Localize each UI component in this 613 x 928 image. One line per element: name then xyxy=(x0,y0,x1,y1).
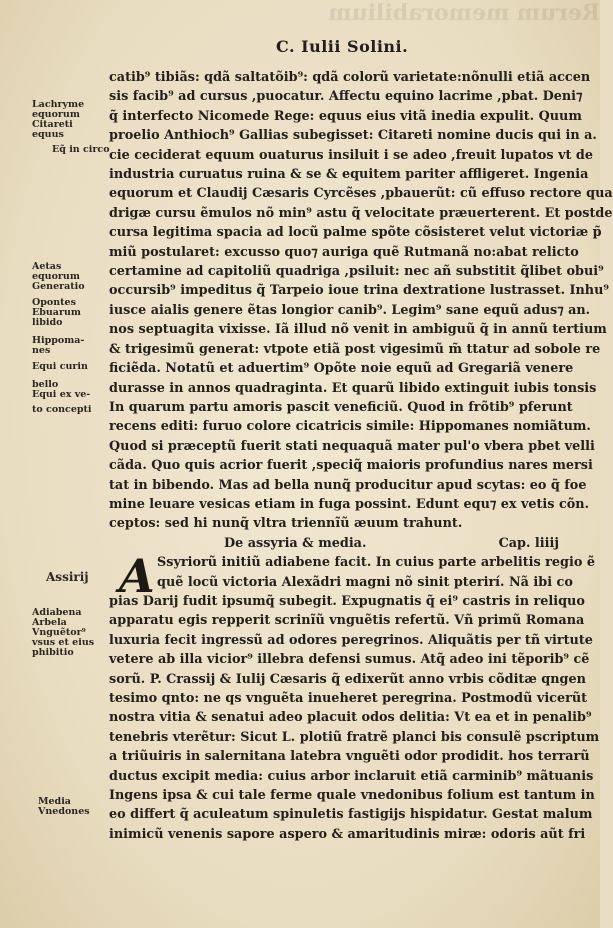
text-line: eo differt q̃ aculeatum spinuletis fastigijs hispidatur. Gestat malum xyxy=(109,807,593,823)
margin-note: bello Equi ex ve- xyxy=(32,379,91,400)
text-line: cãda. Quo quis acrior fuerit ,speciq̃ maioris profundius nares mersi xyxy=(109,458,593,474)
text-line: A Ssyriorũ initiũ adiabene facit. In cuius parte arbelitis regio ẽ xyxy=(119,549,595,604)
chapter-heading xyxy=(109,534,595,553)
text-line: catib⁹ tibiãs: qdã saltatõib⁹: qdã colorũ varietate:nõnulli etiã accen xyxy=(109,70,591,85)
chapter-title: De assyria & media. xyxy=(224,535,367,551)
margin-note: Eq̃ in circo xyxy=(52,144,110,155)
margin-note: Hippoma- nes xyxy=(32,335,85,356)
text-line: sorũ. P. Crassij & Iulij Cæsaris q̃ edixerũt anno vrbis cõditæ qngen xyxy=(109,671,586,687)
text-line: tesimo qnto: ne qs vnguẽta inueheret peregrina. Postmodũ vicerũt xyxy=(109,691,588,706)
text-line: industria curuatus ruina & se & equitem pariter affligeret. Ingenia xyxy=(109,167,589,183)
text-line: nostra vitia & senatui adeo placuit odos delitia: Vt ea et in penalib⁹ xyxy=(109,710,592,726)
text-line: cie ceciderat equum ouaturus insiluit i se adeo ,freuit lupatos vt de xyxy=(109,147,593,163)
text-line: a triũuiris in salernitana latebra vnguẽti odor prodidit. hos terrarũ xyxy=(109,749,590,765)
margin-note: to concepti xyxy=(32,404,92,415)
text-line: apparatu egis repperit scrinĩũ vnguẽtis refertũ. Vñ primũ Romana xyxy=(109,613,585,629)
text-line: certamine ad capitoliũ quadriga ,psiluit: nec añ substitit q̃libet obui⁹ xyxy=(109,264,604,280)
chapter-label: Cap. liiij xyxy=(498,535,559,551)
main-text-block xyxy=(109,68,613,844)
text-line: mine leuare vesicas etiam in fuga possint. Edunt equ⁊ ex vetis cõn. xyxy=(109,496,590,512)
text-line: sis facib⁹ ad cursus ,puocatur. Affectu equino lacrime ,pbat. Deni⁊ xyxy=(109,89,583,105)
text-line: tenebris vterẽtur: Sicut L. plotiũ fratrẽ planci bis consulẽ pscriptum xyxy=(109,729,600,745)
margin-note: Aetas equorum Generatio xyxy=(32,261,85,292)
text-line: quẽ locũ victoria Alexãdri magni nõ sinit pterirí. Nã ibi co xyxy=(157,574,573,590)
margin-note: Media Vnedones xyxy=(38,796,90,817)
text-line: occursib⁹ impeditus q̃ Tarpeio ioue trina dextratione lustrasset. Inhu⁹ xyxy=(109,283,610,299)
text-line: inimicũ venenis sapore aspero & amaritudinis miræ: odoris aũt fri xyxy=(109,826,586,842)
text-line: ceptos: sed hi nunq̃ vltra triennĩũ æuum trahunt. xyxy=(109,516,463,532)
margin-note: Lachryme equorum Citareti equus xyxy=(32,99,85,140)
margin-note: Opontes Ebuarum libido xyxy=(32,297,81,328)
text-line: vetere ab illa vicior⁹ illebra defensi sumus. Atq̃ adeo ini tẽporib⁹ cẽ xyxy=(109,652,590,668)
text-line: Quod si præceptũ fuerit stati nequaquã mater pul'o vbera pbet velli xyxy=(109,438,595,454)
text-line: luxuria fecit ingressũ ad odores peregrinos. Aliquãtis per tñ virtute xyxy=(109,632,593,648)
text-line: tat in bibendo. Mas ad bella nunq̃ producitur apud scytas: eo q̃ foe xyxy=(109,477,587,493)
text-line: pias Darij fudit ipsumq̃ subegit. Expugnatis q̃ ei⁹ castris in reliquo xyxy=(109,593,585,609)
text-line: In quarum partu amoris pascit veneficiũ. Quod in frõtib⁹ pferunt xyxy=(109,399,573,415)
text-line: recens editi: furuo colore cicatricis simile: Hippomanes nomiãtum. xyxy=(109,419,591,435)
text-line: miũ postularet: excusso quo⁊ auriga quẽ Rutmanã no:abat relicto xyxy=(109,244,579,260)
show-through-text: Rerum memorabilium xyxy=(328,0,600,26)
text-line: iusce aialis genere ẽtas longior canib⁹. Legim⁹ sane equũ adus⁊ an. xyxy=(109,302,591,318)
text-line: equorum et Claudij Cæsaris Cyrcẽses ,pbauerũt: cũ effuso rectore qua xyxy=(109,186,613,202)
text-line: Ingens ipsa & cui tale ferme quale vnedonibus folium est tantum in xyxy=(109,788,595,804)
margin-note: Adiabena Arbela Vnguẽtor⁹ vsus et eius phibitio xyxy=(32,607,95,658)
text-line: ductus excipit media: cuius arbor inclaruit etiã carminib⁹ mãtuanis xyxy=(109,768,594,784)
drop-capital: A xyxy=(119,549,155,604)
text-line: q̃ interfecto Nicomede Rege: equus eius vitã inedia expulit. Quum xyxy=(109,108,582,124)
text-line: cursa legitima spacia ad locũ palme spõte cõsisteret velut victoriæ p̃ xyxy=(109,225,602,241)
running-head: C. Iulii Solini. xyxy=(276,37,409,56)
text-line: ficiẽda. Notatũ et aduertim⁹ Opõte noie equũ ad Gregariã venere xyxy=(109,361,574,377)
text-line: nos septuagita vixisse. Iã illud nõ venit in ambiguũ q̃ in annũ tertium xyxy=(109,322,607,338)
text-line: drigæ cursu ẽmulos nõ min⁹ astu q̃ velocitate præuerterent. Et postde xyxy=(109,205,613,221)
margin-note: Equi curin xyxy=(32,361,88,372)
margin-note: Assirij xyxy=(46,570,89,584)
text-line: & trigesimũ generat: vtpote etiã post vigesimũ m̃ ttatur ad sobole re xyxy=(109,341,601,357)
text-line: durasse in annos quadraginta. Et quarũ libido extinguit iubis tonsis xyxy=(109,380,597,396)
text-line: proelio Anthioch⁹ Gallias subegisset: Citareti nomine ducis qui in a. xyxy=(109,128,597,144)
